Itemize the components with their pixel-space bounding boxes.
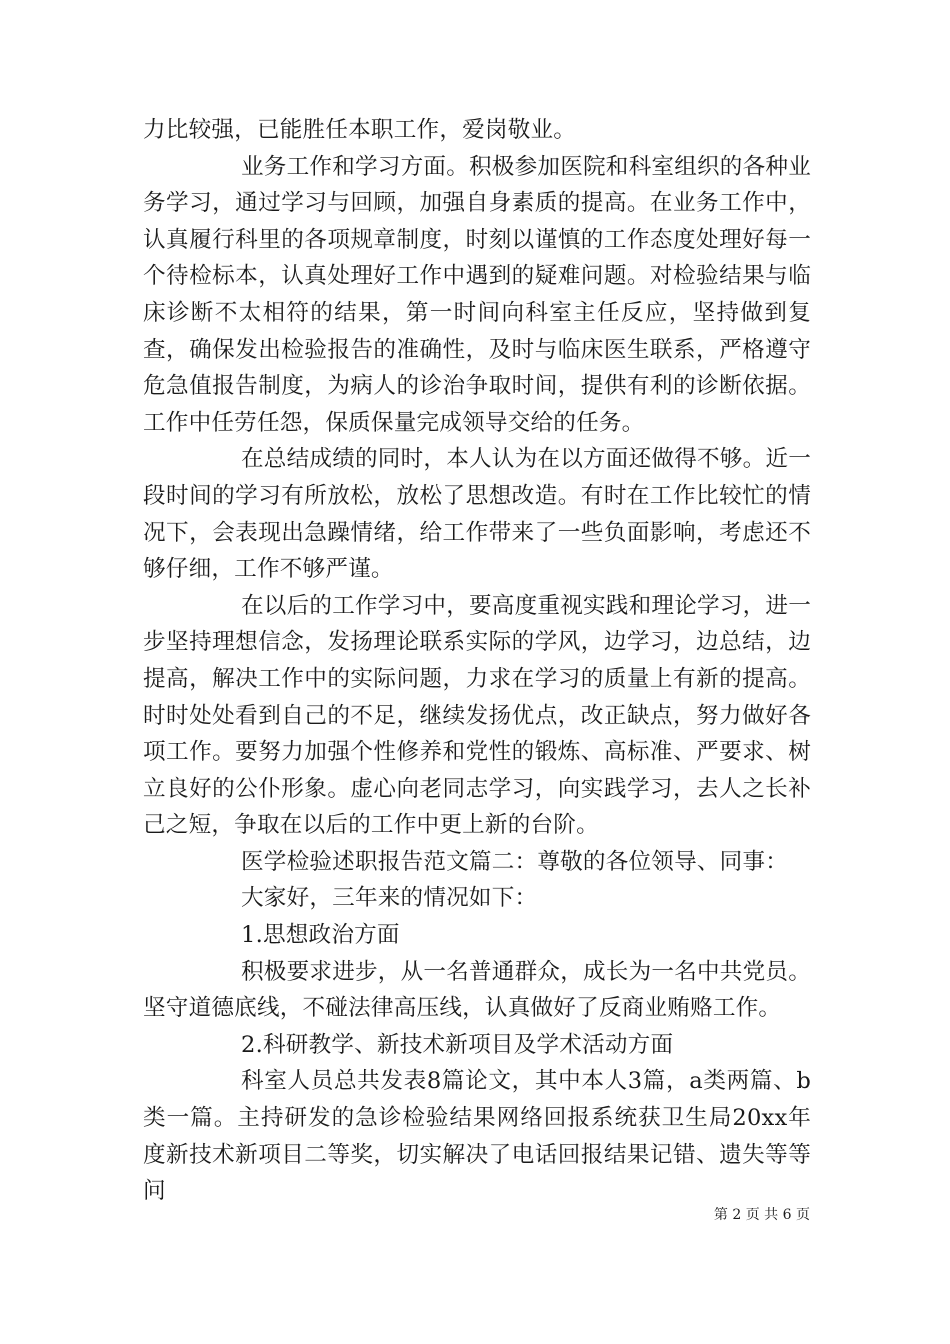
document-body bbox=[143, 112, 811, 1210]
subsection-heading: 2.科研教学、新技术新项目及学术活动方面 bbox=[241, 1031, 674, 1058]
paragraph: 在以后的工作学习中，要高度重视实践和理论学习，进一步坚持理想信念，发扬理论联系实际的学风，边学习，边总结，边提高，解决工作中的实际问题，力求在学习的质量上有新的提高。时时处处看到自己的不足，继续发扬优点，改正缺点，努力做好各项工作。要努力加强个性修养和党性的锻炼、高标准、严要求、树立良好的公仆形象。虚心向老同志学习，向实践学习，去人之长补己之短，争取在以后的工作中更上新的台阶。 bbox=[143, 592, 811, 839]
paragraph: 业务工作和学习方面。积极参加医院和科室组织的各种业务学习，通过学习与回顾，加强自身素质的提高。在业务工作中，认真履行科里的各项规章制度，时刻以谨慎的工作态度处理好每一个待检标本，认真处理好工作中遇到的疑难问题。对检验结果与临床诊断不太相符的结果，第一时间向科室主任反应，坚持做到复查，确保发出检验报告的准确性，及时与临床医生联系，严格遵守危急值报告制度，为病人的诊治争取时间，提供有利的诊断依据。工作中任劳任怨，保质保量完成领导交给的任务。 bbox=[143, 153, 811, 436]
greeting: 大家好，三年来的情况如下： bbox=[241, 885, 538, 912]
paragraph: 科室人员总共发表8篇论文，其中本人3篇，a类两篇、b类一篇。主持研发的急诊检验结果网络回报系统获卫生局20xx年度新技术新项目二等奖，切实解决了电话回报结果记错、遗失等等问 bbox=[143, 1068, 811, 1205]
paragraph: 积极要求进步，从一名普通群众，成长为一名中共党员。坚守道德底线，不碰法律高压线，认真做好了反商业贿赂工作。 bbox=[143, 958, 811, 1022]
subsection-heading: 1.思想政治方面 bbox=[241, 922, 400, 949]
paragraph: 在总结成绩的同时，本人认为在以方面还做得不够。近一段时间的学习有所放松，放松了思想改造。有时在工作比较忙的情况下，会表现出急躁情绪，给工作带来了一些负面影响，考虑还不够仔细，工作不够严谨。 bbox=[143, 446, 811, 583]
page-number-footer: 第 2 页 共 6 页 bbox=[713, 1207, 810, 1223]
paragraph: 力比较强，已能胜任本职工作，爱岗敬业。 bbox=[143, 117, 577, 143]
section-heading: 医学检验述职报告范文篇二：尊敬的各位领导、同事： bbox=[241, 848, 789, 875]
